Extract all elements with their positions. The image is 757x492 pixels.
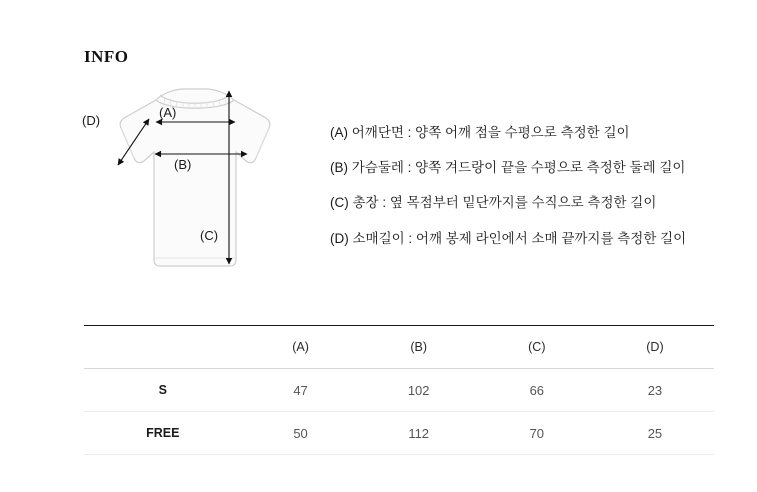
diagram-label-a: (A) — [159, 105, 177, 120]
diagram-label-b: (B) — [174, 157, 192, 172]
size-table-body — [84, 369, 714, 455]
legend-item-b: (B) 가슴둘레 : 양쪽 겨드랑이 끝을 수평으로 측정한 둘레 길이 — [330, 160, 686, 176]
diagram-label-d: (D) — [82, 113, 101, 128]
legend-item-a: (A) 어깨단면 : 양쪽 어깨 점을 수평으로 측정한 길이 — [330, 125, 630, 140]
size-table-head — [84, 326, 714, 369]
row-value-a: 50 — [242, 412, 360, 455]
table-header-size — [84, 326, 242, 369]
row-value-d: 25 — [596, 412, 714, 455]
table-row — [84, 369, 714, 412]
table-header-a: (A) — [242, 326, 360, 369]
diagram-label-c: (C) — [200, 228, 219, 243]
table-row — [84, 412, 714, 455]
table-header-b: (B) — [360, 326, 478, 369]
row-size-label: FREE — [84, 412, 242, 455]
table-header-d: (D) — [596, 326, 714, 369]
size-table — [84, 325, 714, 455]
row-value-b: 112 — [360, 412, 478, 455]
row-value-a: 47 — [242, 369, 360, 412]
legend-item-c: (C) 총장 : 옆 목점부터 밑단까지를 수직으로 측정한 길이 — [330, 195, 657, 211]
page-title: INFO — [84, 47, 129, 66]
table-header-row — [84, 326, 714, 369]
row-value-c: 70 — [478, 412, 596, 455]
table-header-c: (C) — [478, 326, 596, 369]
row-value-c: 66 — [478, 369, 596, 412]
legend-item-d: (D) 소매길이 : 어깨 봉제 라인에서 소매 끝까지를 측정한 길이 — [330, 230, 687, 246]
measurement-diagram — [70, 78, 320, 283]
row-value-b: 102 — [360, 369, 478, 412]
row-size-label: S — [84, 369, 242, 412]
row-value-d: 23 — [596, 369, 714, 412]
measurement-legend — [330, 124, 750, 248]
